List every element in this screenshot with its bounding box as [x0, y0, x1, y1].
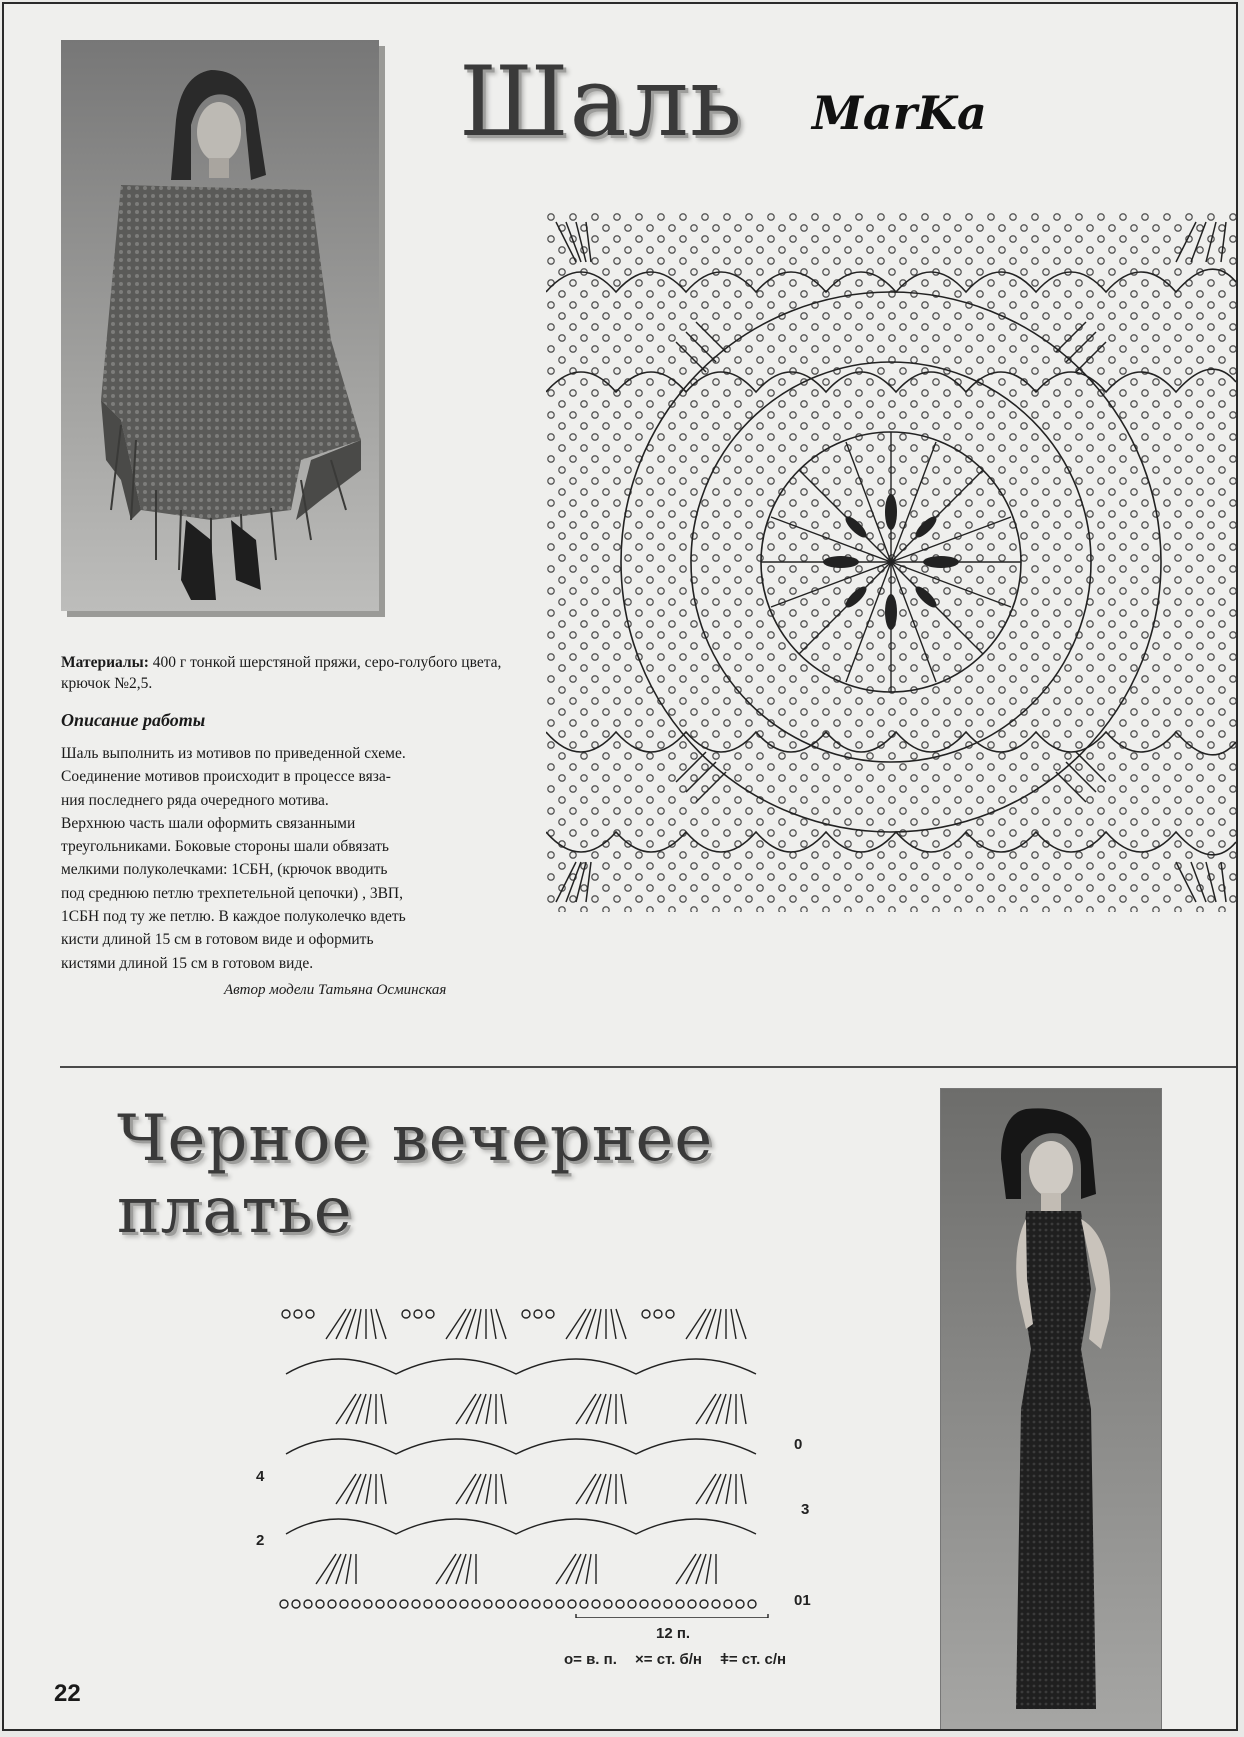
dress-title-line2: платье — [117, 1174, 353, 1248]
description-line: ния последнего ряда очередного мотива. — [61, 791, 329, 809]
row-label-2: 2 — [256, 1532, 265, 1549]
description-line: кисти длиной 15 см в готовом виде и оформить — [61, 931, 374, 949]
section-divider — [60, 1066, 1236, 1068]
materials-value: 400 г тонкой шерстяной пряжи, серо-голубого цвета, крючок №2,5. — [61, 654, 502, 692]
shawl-crochet-chart — [546, 212, 1236, 912]
shawl-title: Шаль — [459, 46, 744, 158]
legend-single-crochet: ×= ст. б/н — [635, 1651, 702, 1668]
row-label-3: 3 — [801, 1501, 810, 1518]
materials-text — [61, 652, 511, 694]
description-line: 1СБН под ту же петлю. В каждое полуколечко вдеть — [61, 908, 406, 926]
page-number: 22 — [54, 1680, 81, 1707]
dress-crochet-chart — [276, 1294, 796, 1618]
description-line: Соединение мотивов происходит в процессе вяза- — [61, 768, 391, 786]
description-heading: Описание работы — [61, 710, 206, 730]
dress-title-line1: Черное вечернее — [117, 1102, 714, 1176]
row-label-4: 4 — [256, 1468, 265, 1485]
shawl-photo — [61, 40, 379, 611]
description-line: кистями длиной 15 см в готовом виде. — [61, 954, 314, 972]
description-line: под среднюю петлю трехпетельной цепочки) , 3ВП, — [61, 884, 403, 902]
row-label-0: 0 — [794, 1436, 803, 1453]
description-line: мелкими полуколечками: 1СБН, (крючок вводить — [61, 861, 388, 879]
row-label-01: 01 — [794, 1592, 811, 1609]
materials-label: Материалы: — [61, 654, 149, 671]
stitch-legend — [564, 1651, 800, 1668]
magazine-page — [2, 2, 1238, 1731]
stitch-count-label: 12 п. — [656, 1625, 691, 1642]
description-line: Верхнюю часть шали оформить связанными — [61, 814, 356, 832]
description-body — [61, 742, 511, 975]
marka-signature: MarKa — [812, 86, 987, 140]
description-line: Шаль выполнить из мотивов по приведенной схеме. — [61, 745, 406, 762]
description-line: треугольниками. Боковые стороны шали обвязать — [61, 838, 389, 856]
dress-photo — [940, 1088, 1162, 1730]
legend-double-crochet: ǂ= ст. с/н — [720, 1651, 787, 1668]
legend-chain: о= в. п. — [564, 1651, 617, 1668]
author-credit: Автор модели Татьяна Осминская — [224, 982, 447, 998]
